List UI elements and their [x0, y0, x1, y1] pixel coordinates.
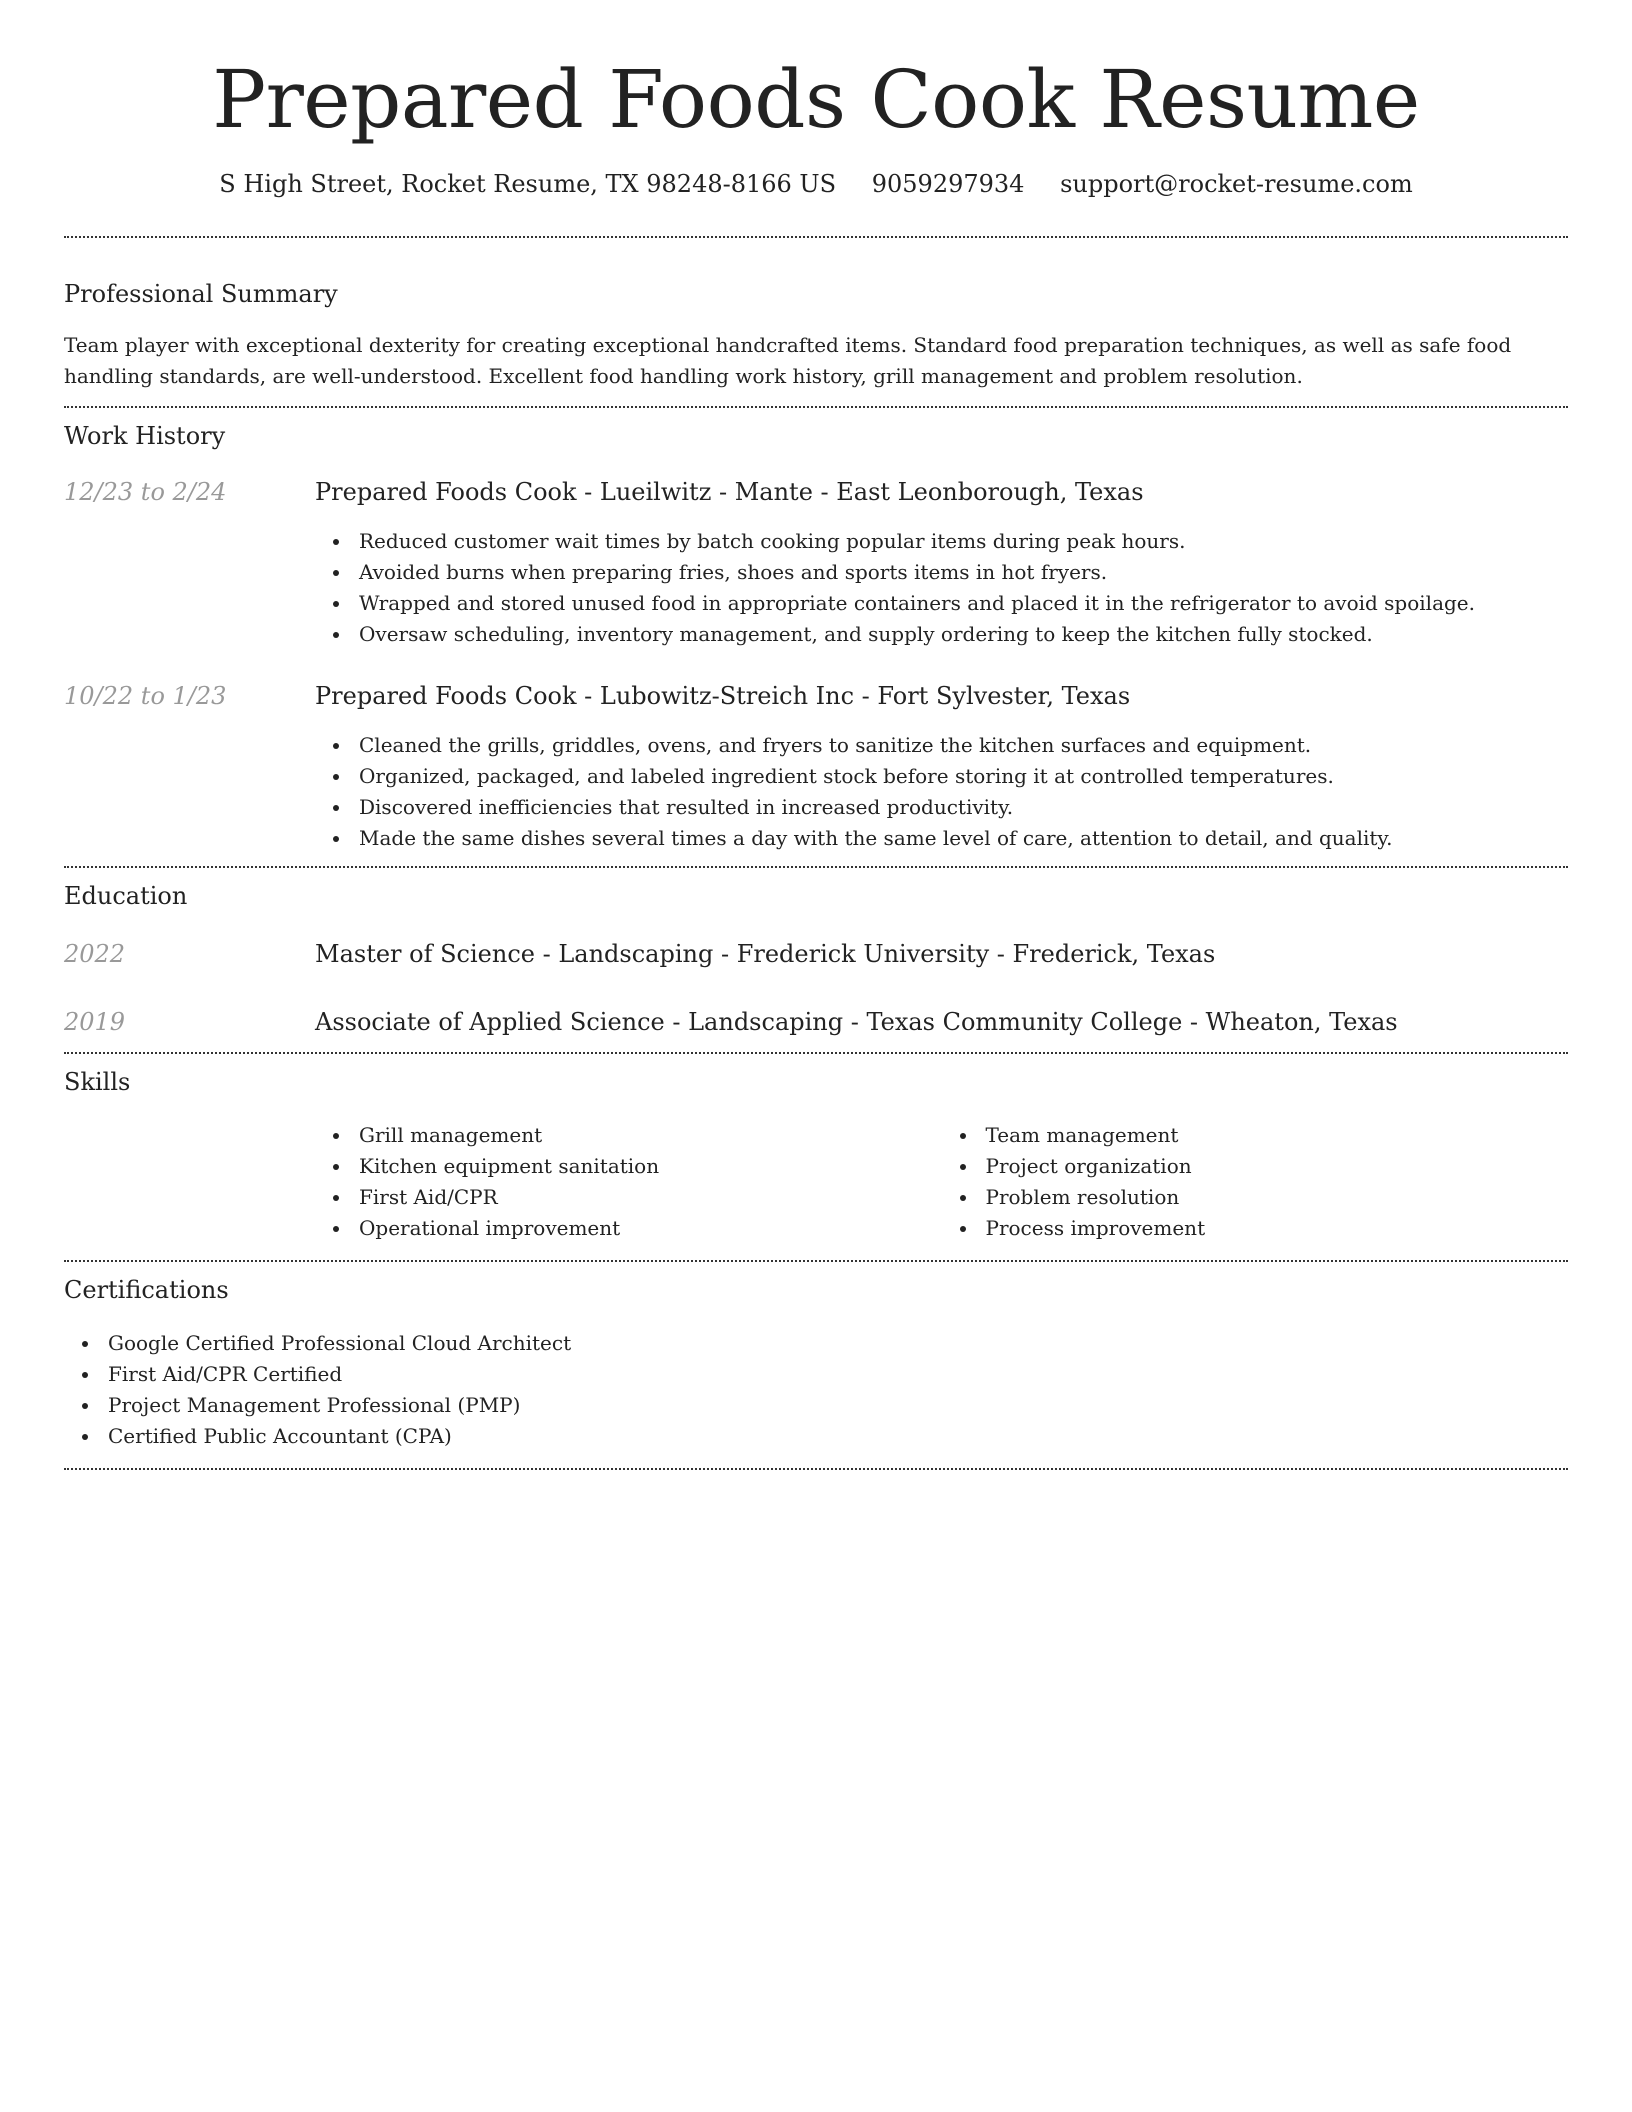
education-section — [64, 868, 1568, 1052]
list-item: Discovered inefficiencies that resulted in increased productivity. — [359, 792, 1568, 823]
list-item: Cleaned the grills, griddles, ovens, and fryers to sanitize the kitchen surfaces and equipment. — [359, 730, 1568, 761]
work-history-section — [64, 408, 1568, 866]
work-history-heading: Work History — [64, 422, 226, 450]
list-item: Project organization — [986, 1151, 1569, 1182]
skills-list-right — [942, 1120, 1569, 1244]
contact-line — [64, 168, 1568, 200]
summary-heading: Professional Summary — [64, 280, 338, 308]
list-item: Google Certified Professional Cloud Architect — [108, 1328, 1568, 1359]
job-entry — [64, 476, 1568, 650]
summary-section — [64, 238, 1568, 406]
list-item: Certified Public Accountant (CPA) — [108, 1421, 1568, 1452]
education-entry — [64, 1006, 1568, 1052]
list-item: Process improvement — [986, 1213, 1569, 1244]
skills-columns — [315, 1120, 1568, 1260]
divider — [64, 1468, 1568, 1470]
address: S High Street, Rocket Resume, TX 98248-8166 US — [219, 170, 837, 198]
list-item: Wrapped and stored unused food in appropriate containers and placed it in the refrigerator to avoid spoilage. — [359, 588, 1568, 619]
list-item: Reduced customer wait times by batch cooking popular items during peak hours. — [359, 526, 1568, 557]
job-title: Prepared Foods Cook - Lueilwitz - Mante - East Leonborough, Texas — [315, 478, 1144, 506]
list-item: Grill management — [359, 1120, 942, 1151]
list-item: Problem resolution — [986, 1182, 1569, 1213]
skills-section — [64, 1054, 1568, 1260]
list-item: Operational improvement — [359, 1213, 942, 1244]
email: support@rocket-resume.com — [1060, 170, 1413, 198]
phone: 9059297934 — [871, 170, 1025, 198]
list-item: Oversaw scheduling, inventory management, and supply ordering to keep the kitchen fully stocked. — [359, 619, 1568, 650]
skills-list-left — [315, 1120, 942, 1244]
list-item: First Aid/CPR — [359, 1182, 942, 1213]
resume-title: Prepared Foods Cook Resume — [212, 53, 1420, 146]
list-item: Organized, packaged, and labeled ingredient stock before storing it at controlled temperatures. — [359, 761, 1568, 792]
list-item: Kitchen equipment sanitation — [359, 1151, 942, 1182]
resume-page — [64, 0, 1568, 1470]
job-bullets — [315, 526, 1568, 650]
education-year: 2022 — [64, 940, 126, 968]
education-year: 2019 — [64, 1008, 126, 1036]
job-bullets — [315, 730, 1568, 866]
job-entry — [64, 680, 1568, 866]
skills-heading: Skills — [64, 1068, 131, 1096]
list-item: Team management — [986, 1120, 1569, 1151]
job-dates: 10/22 to 1/23 — [64, 682, 227, 710]
list-item: Project Management Professional (PMP) — [108, 1390, 1568, 1421]
job-dates: 12/23 to 2/24 — [64, 478, 227, 506]
education-entry — [64, 938, 1568, 970]
list-item: First Aid/CPR Certified — [108, 1359, 1568, 1390]
certifications-section — [64, 1262, 1568, 1468]
list-item: Avoided burns when preparing fries, shoes and sports items in hot fryers. — [359, 557, 1568, 588]
education-heading: Education — [64, 882, 188, 910]
education-degree: Associate of Applied Science - Landscaping - Texas Community College - Wheaton, Texas — [315, 1008, 1398, 1036]
certifications-list — [64, 1328, 1568, 1468]
list-item: Made the same dishes several times a day with the same level of care, attention to detail, and quality. — [359, 823, 1568, 854]
job-title: Prepared Foods Cook - Lubowitz-Streich Inc - Fort Sylvester, Texas — [315, 682, 1131, 710]
summary-text: Team player with exceptional dexterity for creating exceptional handcrafted items. Standard food preparation techniques, as well as safe food handling standards, are well-understood. Excellent food handling work history, grill management and problem resolution. — [64, 333, 1512, 388]
certifications-heading: Certifications — [64, 1276, 229, 1304]
education-degree: Master of Science - Landscaping - Frederick University - Frederick, Texas — [315, 940, 1216, 968]
